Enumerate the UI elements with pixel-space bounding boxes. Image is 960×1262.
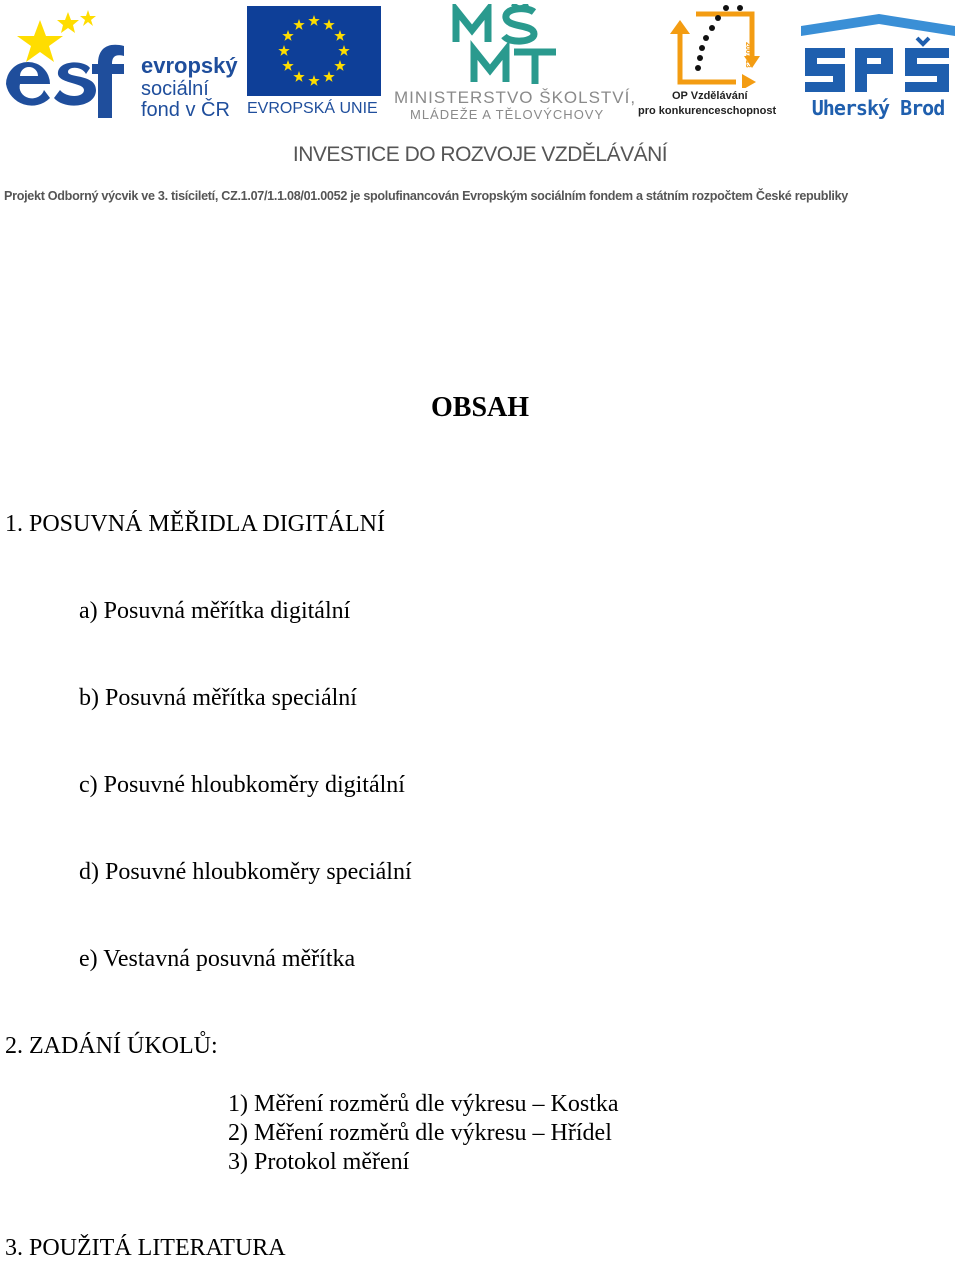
esf-logo — [2, 4, 240, 122]
esf-line2: sociální — [141, 78, 209, 100]
eu-star-icon — [338, 45, 349, 56]
opvk-line2: pro konkurenceschopnost — [638, 105, 777, 117]
opvk-line1: OP Vzdělávání — [672, 90, 748, 102]
eu-star-icon — [293, 19, 304, 30]
section3-heading: 3. POUŽITÁ LITERATURA — [5, 1235, 286, 1261]
eu-flag-icon — [247, 6, 381, 96]
eu-logo — [247, 4, 383, 120]
section1-item: c) Posuvné hloubkoměry digitální — [79, 772, 405, 798]
sps-logo — [799, 4, 957, 124]
msmt-logo-icon — [446, 4, 566, 86]
task-item: 2) Měření rozměrů dle výkresu – Hřídel — [228, 1120, 612, 1146]
section2-heading: 2. ZADÁNÍ ÚKOLŮ: — [5, 1033, 218, 1059]
eu-star-icon — [308, 75, 319, 86]
eu-star-icon — [282, 60, 293, 71]
eu-star-icon — [278, 45, 289, 56]
investice-slogan: INVESTICE DO ROZVOJE VZDĚLÁVÁNÍ — [292, 143, 668, 166]
section1-item: a) Posuvná měřítka digitální — [79, 598, 351, 624]
eu-star-icon — [323, 71, 334, 82]
eu-star-icon — [323, 19, 334, 30]
section1-heading: 1. POSUVNÁ MĚŘIDLA DIGITÁLNÍ — [5, 511, 385, 537]
esf-line1: evropský — [141, 53, 238, 78]
opvk-logo — [636, 4, 788, 120]
eu-star-icon — [334, 60, 345, 71]
page-title: OBSAH — [430, 392, 530, 423]
section1-item: e) Vestavná posuvná měřítka — [79, 946, 356, 972]
task-item: 1) Měření rozměrů dle výkresu – Kostka — [228, 1091, 619, 1117]
eu-star-icon — [293, 71, 304, 82]
task-item: 3) Protokol měření — [228, 1149, 410, 1175]
msmt-line1: MINISTERSTVO ŠKOLSTVÍ, — [394, 88, 637, 107]
msmt-line2: MLÁDEŽE A TĚLOVÝCHOVY — [410, 107, 605, 122]
header-banner — [0, 0, 960, 215]
eu-star-icon — [282, 30, 293, 41]
esf-logo-icon — [2, 6, 134, 120]
project-statement: Projekt Odborný výcvik ve 3. tisíciletí, CZ.1.07/1.1.08/01.0052 je spolufinancován Evropským sociálním fondem a státním rozpočtem České republiky — [4, 189, 849, 203]
sps-label: Uherský Brod — [811, 96, 945, 120]
section1-item: b) Posuvná měřítka speciální — [79, 685, 357, 711]
section1-item: d) Posuvné hloubkoměry speciální — [79, 859, 412, 885]
eu-star-icon — [334, 30, 345, 41]
esf-line3: fond v ČR — [141, 99, 230, 121]
opvk-badge: 2007-13 — [744, 42, 751, 68]
eu-star-icon — [308, 15, 319, 26]
sps-logo-icon — [799, 8, 957, 94]
opvk-logo-icon — [666, 4, 762, 88]
msmt-logo — [392, 4, 637, 124]
eu-label: EVROPSKÁ UNIE — [247, 100, 378, 117]
